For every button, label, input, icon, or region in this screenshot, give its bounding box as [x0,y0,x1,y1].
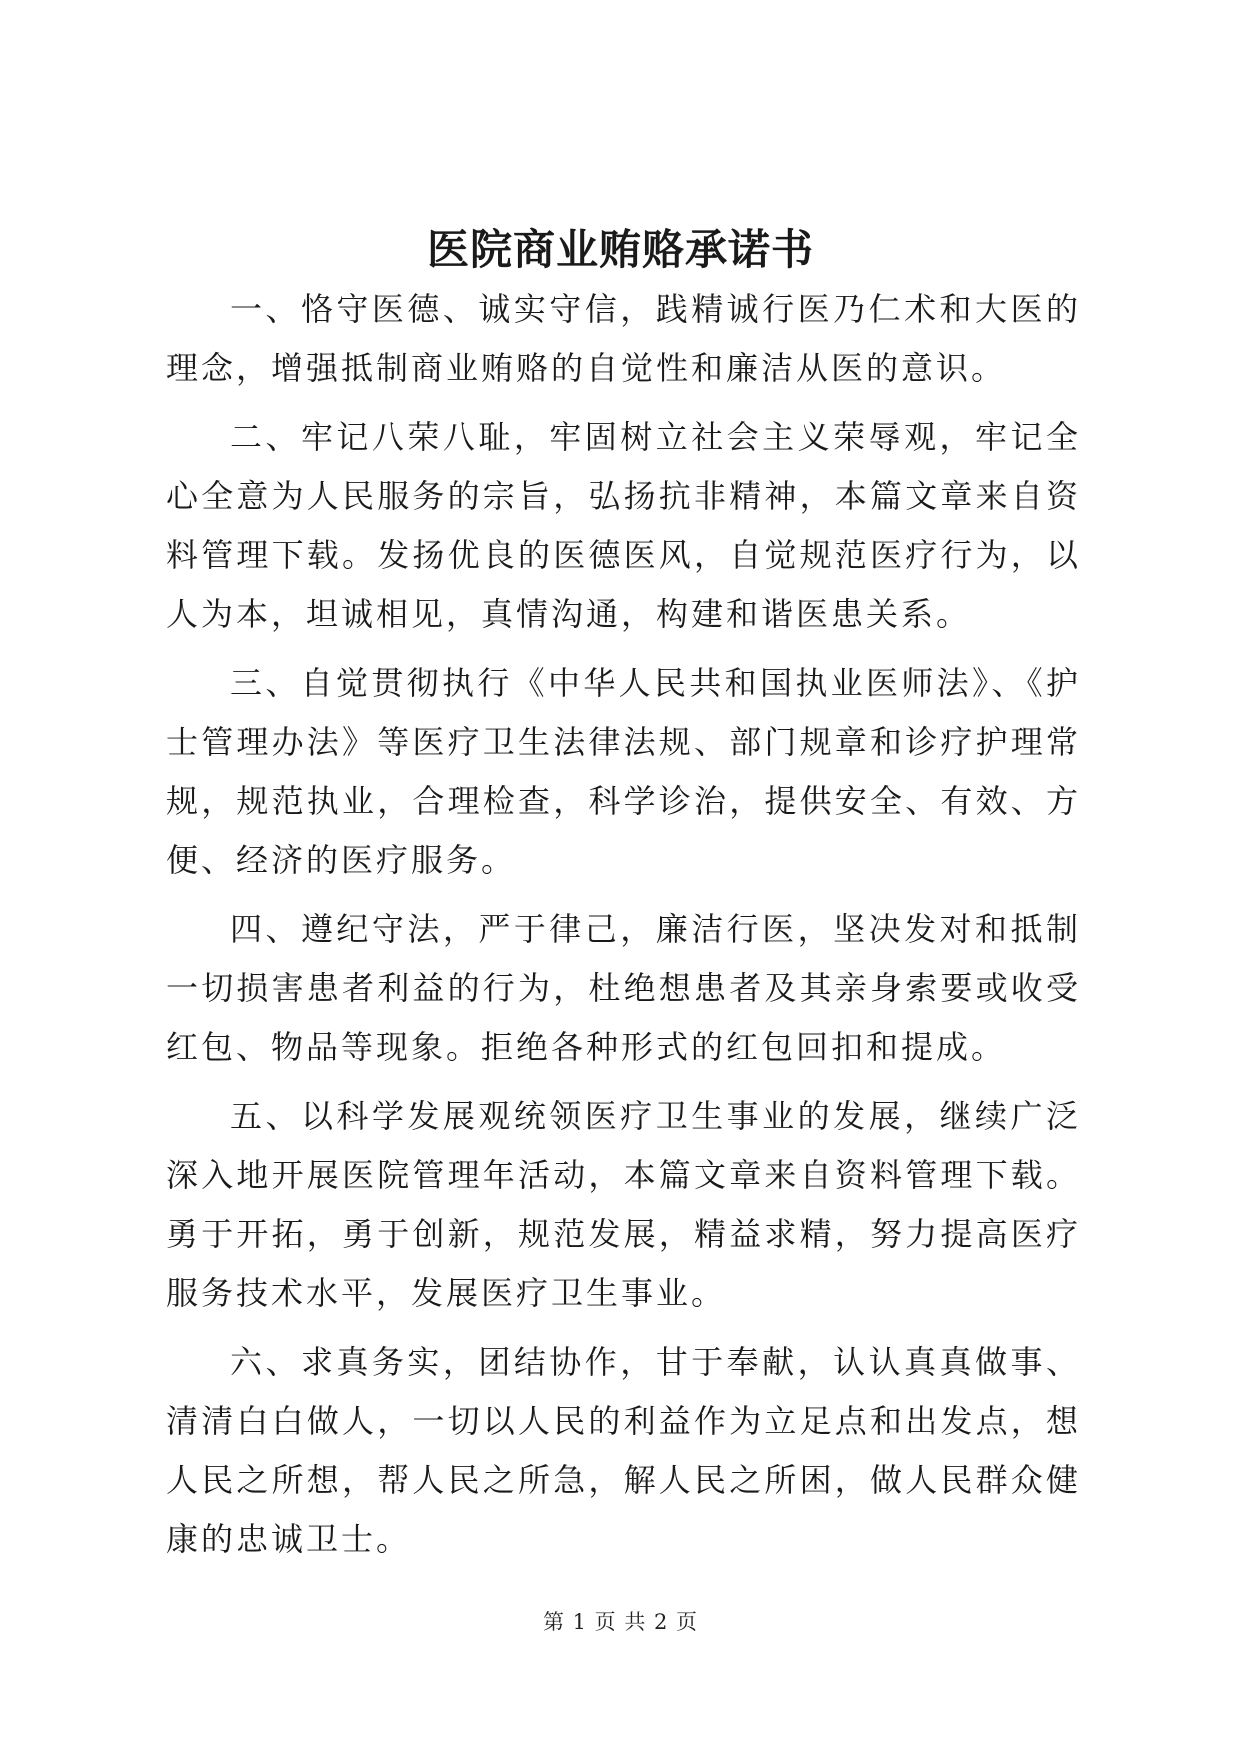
page-number-footer: 第 1 页 共 2 页 [542,1610,699,1634]
paragraph-6: 六、求真务实，团结协作，甘于奉献，认认真真做事、清清白白做人，一切以人民的利益作为立足点和出发点，想人民之所想，帮人民之所急，解人民之所困，做人民群众健康的忠诚卫士。 [166,1343,1081,1558]
document-body [166,280,1081,1579]
paragraph-4: 四、遵纪守法，严于律己，廉洁行医，坚决发对和抵制一切损害患者利益的行为，杜绝想患者及其亲身索要或收受红包、物品等现象。拒绝各种形式的红包回扣和提成。 [166,910,1081,1066]
paragraph-3: 三、自觉贯彻执行《中华人民共和国执业医师法》、《护士管理办法》等医疗卫生法律法规、部门规章和诊疗护理常规，规范执业，合理检查，科学诊治，提供安全、有效、方便、经济的医疗服务。 [166,664,1081,879]
paragraph-2: 二、牢记八荣八耻，牢固树立社会主义荣辱观，牢记全心全意为人民服务的宗旨，弘扬抗非精神，本篇文章来自资料管理下载。发扬优良的医德医风，自觉规范医疗行为，以人为本，坦诚相见，真情沟通，构建和谐医患关系。 [166,418,1081,633]
paragraph-1: 一、恪守医德、诚实守信，践精诚行医乃仁术和大医的理念，增强抵制商业贿赂的自觉性和廉洁从医的意识。 [166,290,1081,387]
paragraph-5: 五、以科学发展观统领医疗卫生事业的发展，继续广泛深入地开展医院管理年活动，本篇文章来自资料管理下载。勇于开拓，勇于创新，规范发展，精益求精，努力提高医疗服务技术水平，发展医疗卫生事业。 [166,1097,1081,1312]
document-title: 医院商业贿赂承诺书 [426,225,814,274]
